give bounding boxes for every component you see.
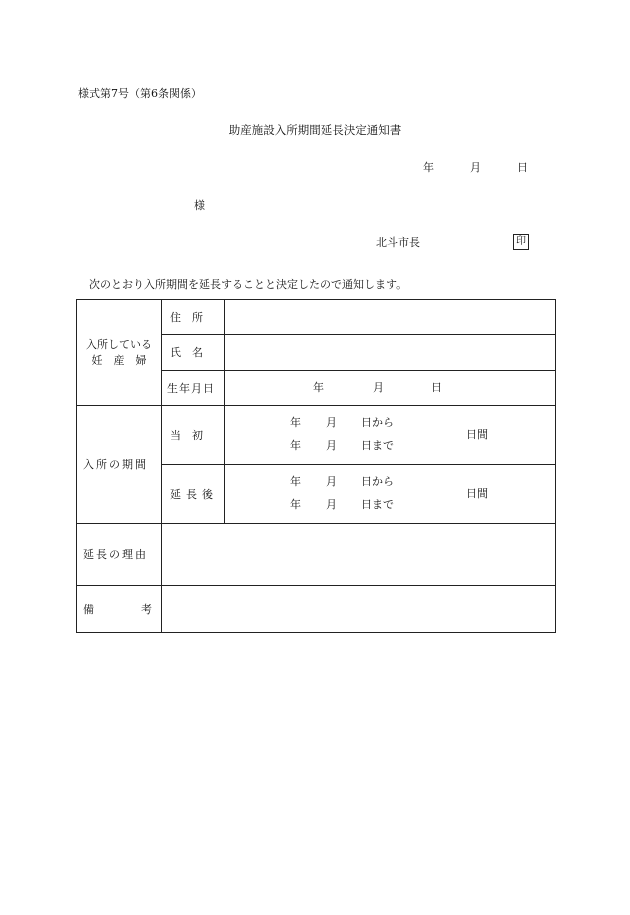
extended-label [170, 464, 218, 523]
extended-from-month: 月 [326, 475, 337, 488]
notice-table [76, 299, 556, 633]
extended-days-total: 日間 [466, 487, 488, 500]
addressee-suffix: 様 [194, 199, 205, 212]
date-day-label: 日 [517, 161, 528, 174]
extended-from-year: 年 [290, 475, 301, 488]
remarks-label-text: 備 考 [83, 602, 170, 616]
birth-month-label: 月 [373, 381, 384, 394]
remarks-label [83, 585, 170, 632]
initial-from-month: 月 [326, 416, 337, 429]
seal-mark: 印 [516, 236, 526, 247]
name-field[interactable] [225, 335, 555, 370]
birthdate-label [167, 370, 221, 405]
mother-label-line2: 妊 産 婦 [91, 354, 147, 367]
extended-label-text: 延長後 [170, 487, 218, 501]
initial-to-month: 月 [326, 439, 337, 452]
mother-label [83, 329, 155, 377]
rule-right [555, 299, 556, 633]
initial-days-total: 日間 [466, 428, 488, 441]
birthdate-label-text: 生年月日 [167, 381, 215, 395]
extended-to-day: 日まで [361, 498, 394, 511]
remarks-field[interactable] [162, 586, 555, 632]
seal-stamp-box [513, 234, 529, 250]
mother-label-line1: 入所している [86, 337, 152, 351]
initial-label [170, 405, 218, 464]
date-month-label: 月 [470, 161, 481, 174]
address-label [170, 299, 218, 334]
reason-field[interactable] [162, 524, 555, 585]
reason-label [83, 523, 155, 585]
extended-period-field[interactable] [225, 465, 555, 523]
rule-bottom [76, 632, 556, 633]
intro-text: 次のとおり入所期間を延長することと決定したので通知します。 [89, 278, 408, 291]
form-number: 様式第7号（第6条関係） [78, 87, 202, 100]
name-label-text: 氏 名 [170, 346, 203, 359]
initial-to-year: 年 [290, 439, 301, 452]
extended-to-year: 年 [290, 498, 301, 511]
reason-label-text: 延長の理由 [83, 548, 148, 561]
birth-year-label: 年 [313, 381, 324, 394]
extended-to-month: 月 [326, 498, 337, 511]
extended-from-day: 日から [361, 475, 394, 488]
birthdate-field[interactable] [225, 371, 555, 405]
rule-left [76, 299, 77, 633]
address-field[interactable] [225, 300, 555, 334]
date-year-label: 年 [423, 161, 434, 174]
initial-period-field[interactable] [225, 406, 555, 464]
address-label-text: 住 所 [170, 310, 203, 324]
period-label-text: 入所の期間 [83, 458, 148, 471]
period-label [83, 405, 155, 523]
issuer-name: 北斗市長 [376, 236, 420, 249]
document-title: 助産施設入所期間延長決定通知書 [228, 123, 402, 137]
birth-day-label: 日 [431, 381, 442, 394]
initial-to-day: 日まで [361, 439, 394, 452]
initial-from-day: 日から [361, 416, 394, 429]
initial-label-text: 当 初 [170, 428, 203, 442]
name-label [170, 334, 218, 370]
initial-from-year: 年 [290, 416, 301, 429]
